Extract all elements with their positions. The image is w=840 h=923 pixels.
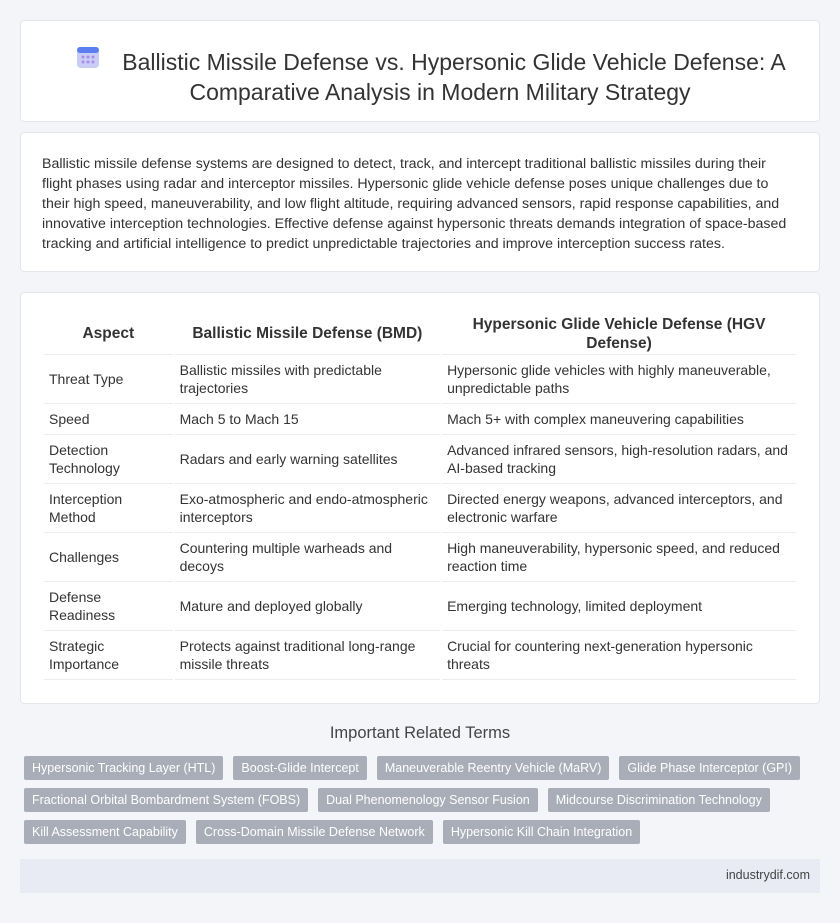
- table-cell: Crucial for countering next-generation hypersonic threats: [442, 631, 796, 680]
- table-cell: Advanced infrared sensors, high-resolution radars, and AI-based tracking: [442, 435, 796, 484]
- table-row: [44, 404, 796, 435]
- table-cell: Speed: [44, 404, 173, 435]
- term-tag[interactable]: Kill Assessment Capability: [24, 820, 186, 844]
- table-row: [44, 631, 796, 680]
- table-header-row: [44, 309, 796, 355]
- table-cell: High maneuverability, hypersonic speed, and reduced reaction time: [442, 533, 796, 582]
- table-cell: Ballistic missiles with predictable trajectories: [175, 355, 440, 404]
- table-cell: Protects against traditional long-range missile threats: [175, 631, 440, 680]
- table-cell: Hypersonic glide vehicles with highly maneuverable, unpredictable paths: [442, 355, 796, 404]
- table-row: [44, 484, 796, 533]
- comparison-table: [42, 309, 798, 680]
- table-row: [44, 582, 796, 631]
- table-cell: Mach 5+ with complex maneuvering capabilities: [442, 404, 796, 435]
- title-card: [20, 20, 820, 122]
- term-tag[interactable]: Glide Phase Interceptor (GPI): [619, 756, 800, 780]
- term-tag[interactable]: Cross-Domain Missile Defense Network: [196, 820, 433, 844]
- term-tag[interactable]: Maneuverable Reentry Vehicle (MaRV): [377, 756, 610, 780]
- table-cell: Detection Technology: [44, 435, 173, 484]
- table-cell: Emerging technology, limited deployment: [442, 582, 796, 631]
- term-tag[interactable]: Hypersonic Kill Chain Integration: [443, 820, 640, 844]
- term-tag[interactable]: Boost-Glide Intercept: [233, 756, 366, 780]
- table-cell: Mach 5 to Mach 15: [175, 404, 440, 435]
- intro-card: [20, 132, 820, 272]
- table-row: [44, 435, 796, 484]
- term-tag[interactable]: Dual Phenomenology Sensor Fusion: [318, 788, 538, 812]
- intro-paragraph: Ballistic missile defense systems are designed to detect, track, and intercept traditional ballistic missiles during their flight phases using radar and interceptor missiles. Hypersonic glide vehicle defense poses unique challenges due to their high speed, maneuverability, and low flight altitude, requiring advanced sensors, rapid response capabilities, and innovative interception technologies. Effective defense against hypersonic threats demands integration of space-based tracking and artificial intelligence to predict unpredictable trajectories and improve interception success rates.: [42, 156, 787, 252]
- footer-site-link[interactable]: industrydif.com: [725, 868, 810, 882]
- header-hgv: Hypersonic Glide Vehicle Defense (HGV Defense): [442, 309, 796, 355]
- table-cell: Directed energy weapons, advanced interceptors, and electronic warfare: [442, 484, 796, 533]
- table-cell: Mature and deployed globally: [175, 582, 440, 631]
- table-cell: Challenges: [44, 533, 173, 582]
- table-cell: Exo-atmospheric and endo-atmospheric interceptors: [175, 484, 440, 533]
- term-tag[interactable]: Hypersonic Tracking Layer (HTL): [24, 756, 223, 780]
- term-tag[interactable]: Fractional Orbital Bombardment System (FOBS): [24, 788, 308, 812]
- header-bmd: Ballistic Missile Defense (BMD): [175, 309, 440, 355]
- table-cell: Strategic Importance: [44, 631, 173, 680]
- term-tag[interactable]: Midcourse Discrimination Technology: [548, 788, 770, 812]
- table-row: [44, 533, 796, 582]
- related-terms-heading: Important Related Terms: [329, 724, 511, 742]
- comparison-table-card: [20, 292, 820, 704]
- table-cell: Threat Type: [44, 355, 173, 404]
- page-title: Ballistic Missile Defense vs. Hypersonic Glide Vehicle Defense: A Comparative Analysis in Modern Military Strategy: [122, 49, 786, 105]
- table-cell: Countering multiple warheads and decoys: [175, 533, 440, 582]
- table-cell: Interception Method: [44, 484, 173, 533]
- table-cell: Defense Readiness: [44, 582, 173, 631]
- table-row: [44, 355, 796, 404]
- table-cell: Radars and early warning satellites: [175, 435, 440, 484]
- footer: [20, 859, 820, 893]
- header-aspect: Aspect: [44, 309, 173, 355]
- related-terms-list: [20, 756, 820, 852]
